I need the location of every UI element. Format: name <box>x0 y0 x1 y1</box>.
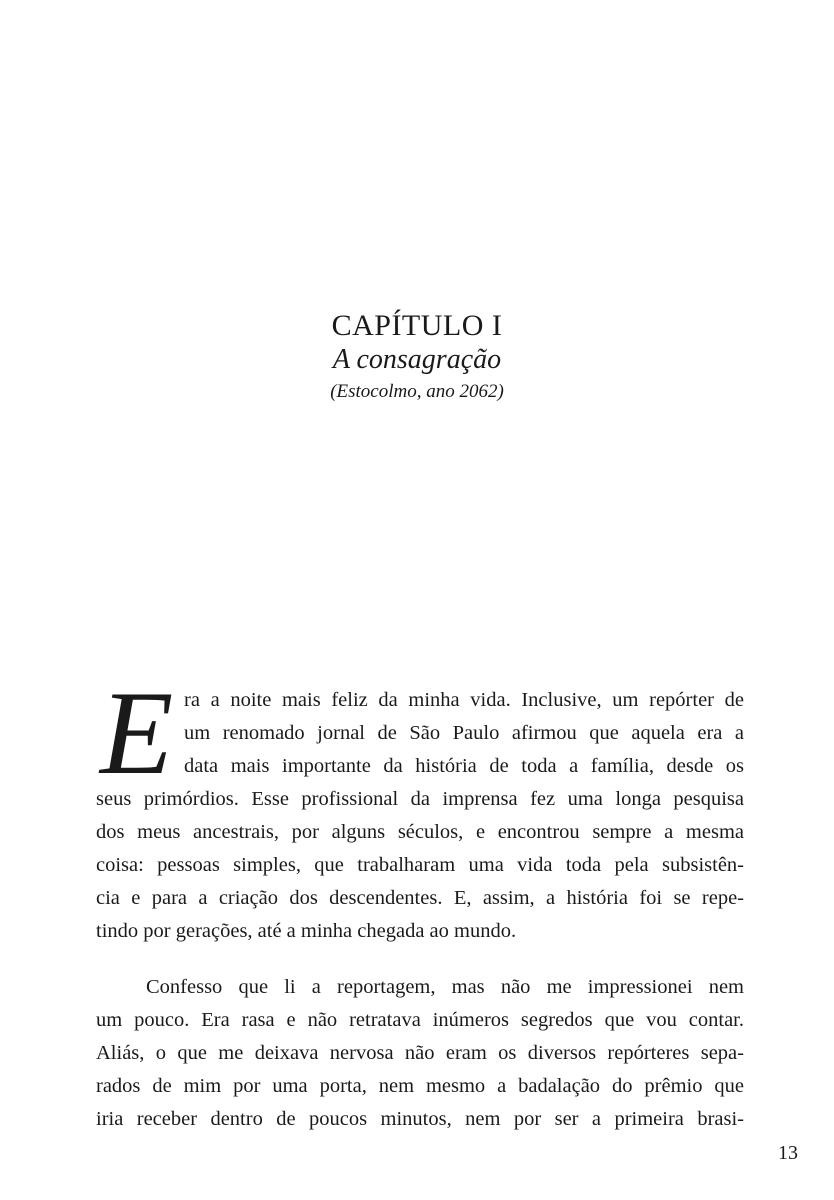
text-line: coisa: pessoas simples, que trabalharam uma vida toda pela subsistên- <box>96 854 744 876</box>
paragraph-gap <box>96 948 744 971</box>
drop-cap: E <box>100 666 174 799</box>
text-line: Confesso que li a reportagem, mas não me impressionei nem <box>146 976 744 998</box>
text-line: data mais importante da história de toda a família, desde os <box>184 755 744 777</box>
chapter-title: CAPÍTULO I <box>331 309 503 342</box>
chapter-subtitle: A consagração <box>332 344 502 375</box>
chapter-heading <box>0 308 834 408</box>
paragraph-1 <box>96 684 744 948</box>
text-line: cia e para a criação dos descendentes. E, assim, a história foi se repe- <box>96 887 744 909</box>
page-number: 13 <box>778 1142 798 1164</box>
paragraph-2 <box>96 971 744 1136</box>
body-text <box>96 666 744 1136</box>
text-line: um pouco. Era rasa e não retratava inúmeros segredos que vou contar. <box>96 1009 744 1031</box>
text-line: dos meus ancestrais, por alguns séculos, e encontrou sempre a mesma <box>96 821 744 843</box>
text-line: Aliás, o que me deixava nervosa não eram os diversos repórteres sepa- <box>96 1042 744 1064</box>
text-line: seus primórdios. Esse profissional da imprensa fez uma longa pesquisa <box>96 788 744 810</box>
text-line: tindo por gerações, até a minha chegada ao mundo. <box>96 920 517 942</box>
chapter-place: (Estocolmo, ano 2062) <box>330 381 504 402</box>
text-line: rados de mim por uma porta, nem mesmo a badalação do prêmio que <box>96 1075 744 1097</box>
text-line: um renomado jornal de São Paulo afirmou que aquela era a <box>184 722 744 744</box>
text-line: ra a noite mais feliz da minha vida. Inclusive, um repórter de <box>184 689 744 711</box>
text-line: iria receber dentro de poucos minutos, nem por ser a primeira brasi- <box>96 1108 744 1130</box>
